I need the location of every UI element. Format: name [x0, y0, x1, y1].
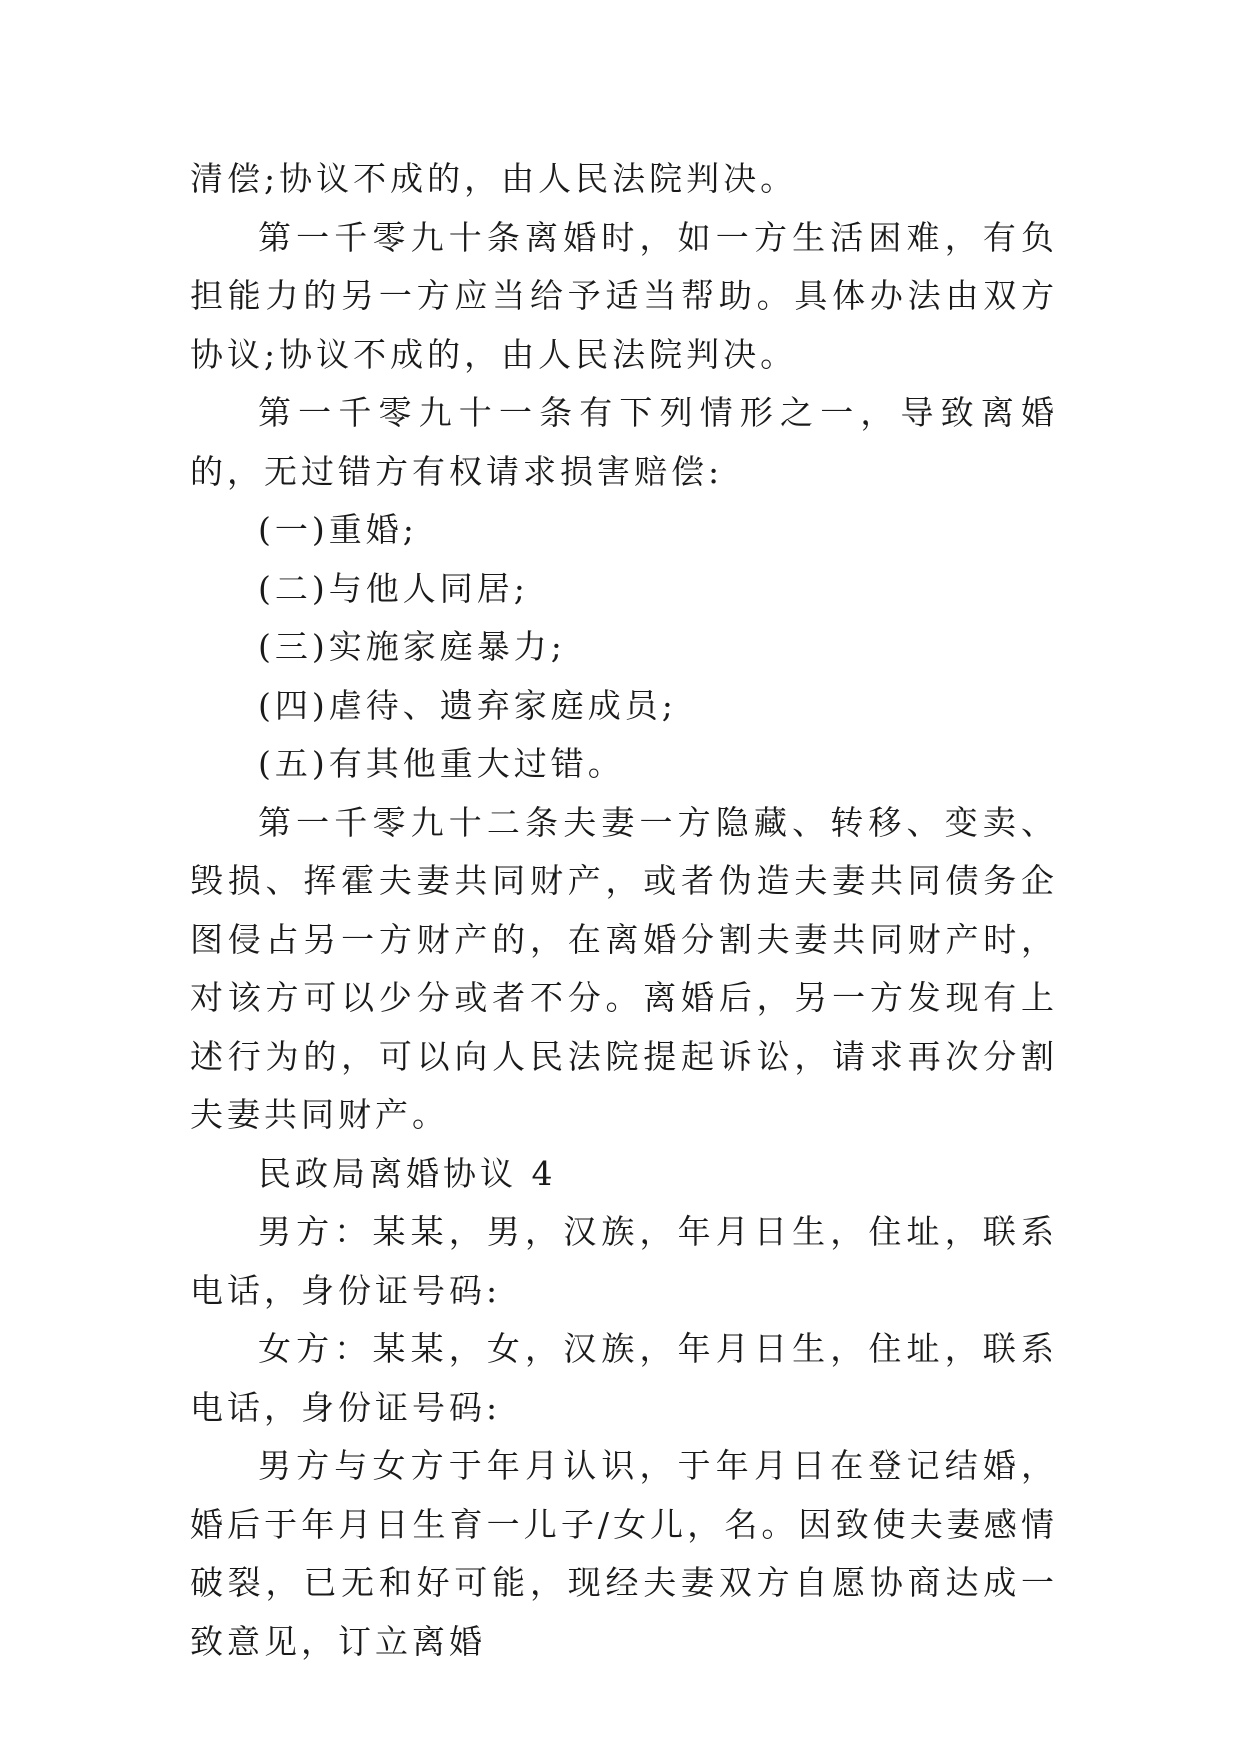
paragraph-continuation: 清偿;协议不成的，由人民法院判决。 [190, 159, 798, 198]
list-item-3: (三)实施家庭暴力; [258, 627, 566, 666]
article-1092: 第一千零九十二条夫妻一方隐藏、转移、变卖、毁损、挥霍夫妻共同财产，或者伪造夫妻共同债务企图侵占另一方财产的，在离婚分割夫妻共同财产时，对该方可以少分或者不分。离婚后，另一方发现有上述行为的，可以向人民法院提起诉讼，请求再次分割夫妻共同财产。 [190, 802, 1058, 1134]
female-party-info: 女方：某某，女，汉族，年月日生，住址，联系电话，身份证号码: [190, 1329, 1058, 1427]
article-1090: 第一千零九十条离婚时，如一方生活困难，有负担能力的另一方应当给予适当帮助。具体办法由双方协议;协议不成的，由人民法院判决。 [190, 217, 1058, 374]
list-item-5: (五)有其他重大过错。 [258, 744, 625, 783]
article-1091: 第一千零九十一条有下列情形之一，导致离婚的，无过错方有权请求损害赔偿: [190, 393, 1058, 491]
male-party-info: 男方：某某，男，汉族，年月日生，住址，联系电话，身份证号码: [190, 1212, 1058, 1310]
list-item-1: (一)重婚; [258, 510, 418, 549]
document-body [190, 150, 1058, 1671]
list-item-4: (四)虐待、遗弃家庭成员; [258, 685, 677, 725]
list-item-2: (二)与他人同居; [258, 568, 529, 608]
agreement-intro: 男方与女方于年月认识，于年月日在登记结婚，婚后于年月日生育一儿子/女儿，名。因致使夫妻感情破裂，已无和好可能，现经夫妻双方自愿协商达成一致意见，订立离婚 [190, 1446, 1058, 1661]
section-heading: 民政局离婚协议 4 [258, 1153, 557, 1193]
